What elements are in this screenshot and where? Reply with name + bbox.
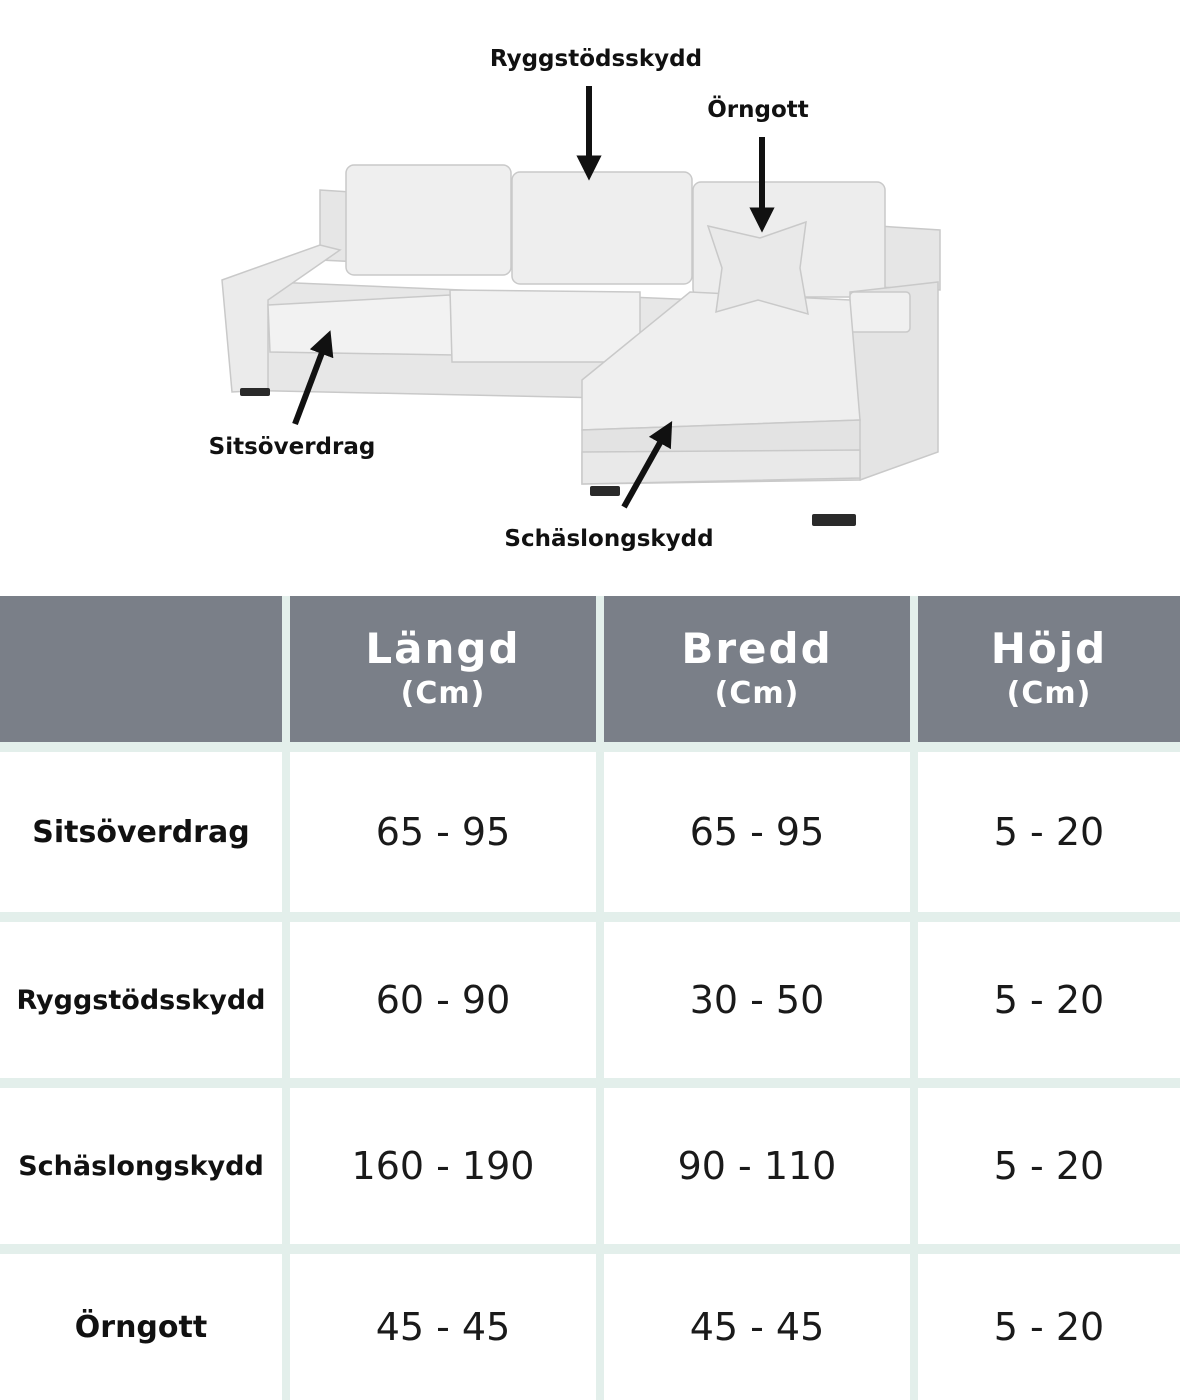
header-height-unit: (Cm) <box>1006 676 1092 711</box>
header-width <box>604 596 910 742</box>
row-label-chaise: Schäslongskydd <box>18 1150 264 1182</box>
row-label-back: Ryggstödsskydd <box>16 984 266 1016</box>
header-corner-cell <box>0 596 282 742</box>
seat-width-value: 65 - 95 <box>689 810 825 854</box>
pillow-height-value: 5 - 20 <box>993 1305 1105 1349</box>
header-height-label: Höjd <box>990 624 1108 673</box>
sofa-diagram <box>0 0 1180 590</box>
header-length-unit: (Cm) <box>400 676 486 711</box>
back-length-value: 60 - 90 <box>375 978 511 1022</box>
pillow-width-value: 45 - 45 <box>689 1305 825 1349</box>
table-cell <box>918 1088 1180 1244</box>
table-cell <box>918 1254 1180 1400</box>
seat-length-value: 65 - 95 <box>375 810 511 854</box>
table-cell <box>290 922 596 1078</box>
header-length-label: Längd <box>365 624 521 673</box>
back-height-value: 5 - 20 <box>993 978 1105 1022</box>
table-cell <box>604 922 910 1078</box>
table-cell <box>918 752 1180 912</box>
callout-seat-cover: Sitsöverdrag <box>208 434 376 460</box>
seat-height-value: 5 - 20 <box>993 810 1105 854</box>
row-label-seat: Sitsöverdrag <box>32 814 250 850</box>
callout-pillow-cover: Örngott <box>707 97 809 123</box>
table-row-label <box>0 922 282 1078</box>
table-cell <box>290 1088 596 1244</box>
header-height <box>918 596 1180 742</box>
chaise-length-value: 160 - 190 <box>351 1144 535 1188</box>
table-cell <box>604 752 910 912</box>
table-row-label <box>0 1088 282 1244</box>
table-cell <box>290 752 596 912</box>
row-label-pillow: Örngott <box>74 1309 208 1345</box>
table-cell <box>604 1088 910 1244</box>
table-cell <box>604 1254 910 1400</box>
callout-back-cover: Ryggstödsskydd <box>489 46 703 72</box>
header-width-unit: (Cm) <box>714 676 800 711</box>
table-cell <box>290 1254 596 1400</box>
chaise-width-value: 90 - 110 <box>677 1144 837 1188</box>
back-width-value: 30 - 50 <box>689 978 825 1022</box>
header-length <box>290 596 596 742</box>
table-row-label <box>0 1254 282 1400</box>
size-table <box>0 596 1180 1400</box>
table-cell <box>918 922 1180 1078</box>
table-row-label <box>0 752 282 912</box>
chaise-height-value: 5 - 20 <box>993 1144 1105 1188</box>
callout-chaise-cover: Schäslongskydd <box>504 526 714 552</box>
pillow-length-value: 45 - 45 <box>375 1305 511 1349</box>
header-width-label: Bredd <box>681 624 833 673</box>
sofa-illustration <box>0 0 1180 590</box>
